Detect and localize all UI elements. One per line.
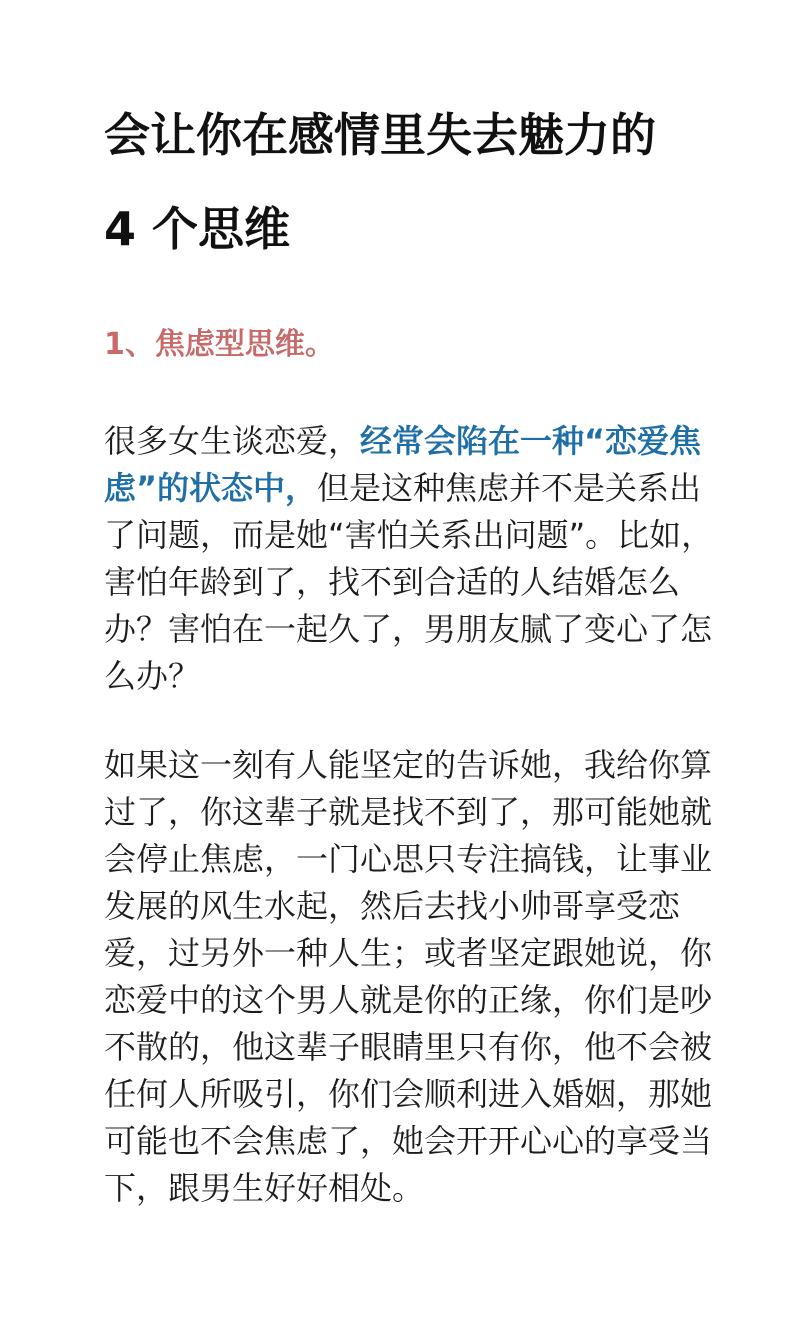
section-heading: 1、焦虑型思维。 xyxy=(104,327,335,362)
paragraph-1-highlight: 经常会陷在一种“恋爱焦虑”的状态中， xyxy=(104,422,702,507)
paragraph-1-rest: 但是这种焦虑并不是关系出了问题，而是她“害怕关系出问题”。比如，害怕年龄到了，找不到合适的人结婚怎么办？害怕在一起久了，男朋友腻了变心了怎么办？ xyxy=(104,469,714,695)
paragraph-1-lead: 很多女生谈恋爱， xyxy=(104,422,361,460)
paragraph-2: 如果这一刻有人能坚定的告诉她，我给你算过了，你这辈子就是找不到了，那可能她就会停止焦虑，一门心思只专注搞钱，让事业发展的风生水起，然后去找小帅哥享受恋爱，过另外一种人生；或者坚定跟她说，你恋爱中的这个男人就是你的正缘，你们是吵不散的，他这辈子眼睛里只有你，他不会被任何人所吸引，你们会顺利进入婚姻，那她可能也不会焦虑了，她会开开心心的享受当下，跟男生好好相处。 xyxy=(104,746,713,1207)
paragraph-1 xyxy=(104,418,714,700)
article-title-line-1: 会让你在感情里失去魅力的 xyxy=(104,108,656,162)
article-title-line-2: 4 个思维 xyxy=(104,202,291,256)
